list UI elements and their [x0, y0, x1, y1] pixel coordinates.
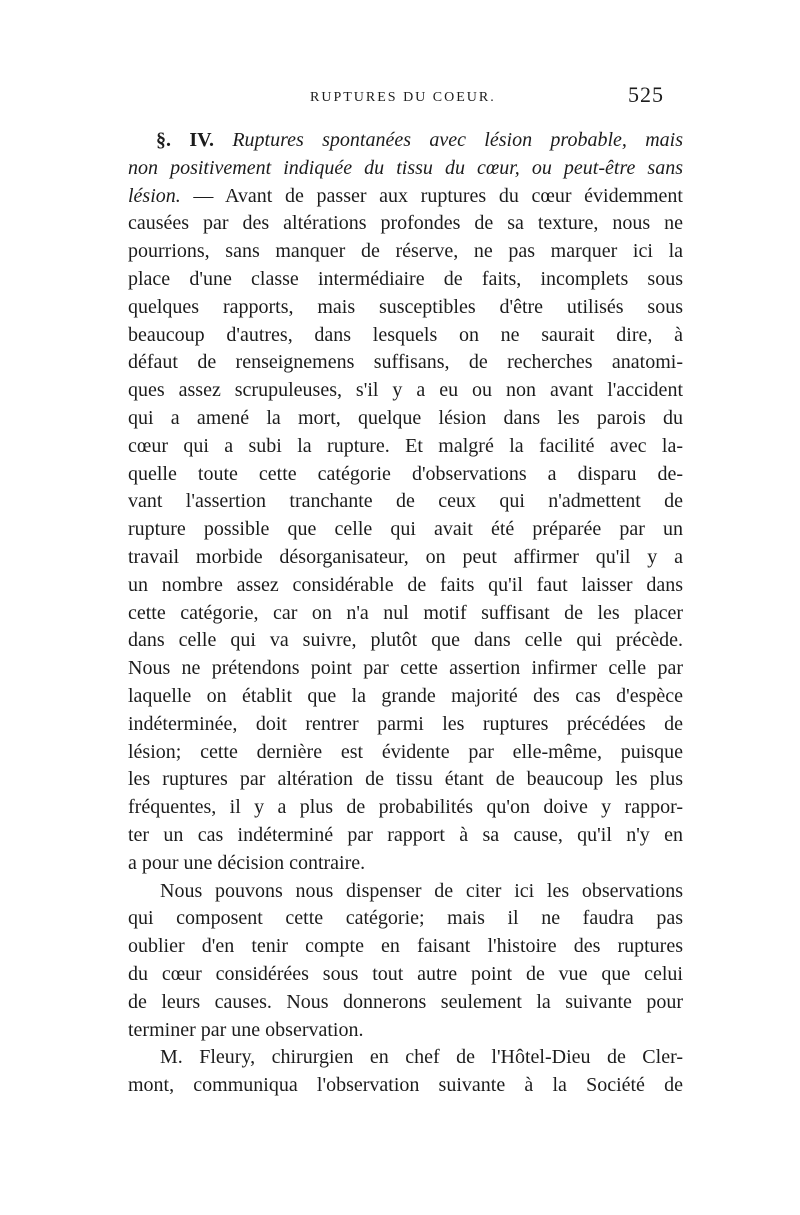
text-line: Nous pouvons nous dispenser de citer ici les observations [160, 879, 683, 902]
text-line [128, 127, 683, 155]
text-line: terminer par une observation. [128, 1018, 364, 1041]
text-line: dans celle qui va suivre, plutôt que dans celle qui précède. [128, 629, 683, 652]
text-line: travail morbide désorganisateur, on peut affirmer qu'il y a [128, 545, 683, 568]
text-line: qui a amené la mort, quelque lésion dans les parois du [128, 406, 683, 429]
text-line: rupture possible que celle qui avait été préparée par un [128, 518, 683, 541]
text-fragment: — Avant de passer aux ruptures du cœur évidemment [180, 184, 683, 207]
text-line: non positivement indiquée du tissu du cœur, ou peut-être sans [128, 156, 683, 179]
text-line: défaut de renseignemens suffisans, de recherches anatomi- [128, 351, 683, 374]
text-line: quelques rapports, mais susceptibles d'être utilisés sous [128, 295, 683, 318]
text-line: cette catégorie, car on n'a nul motif suffisant de les placer [128, 601, 683, 624]
text-line: indéterminée, doit rentrer parmi les ruptures précédées de [128, 712, 683, 735]
text-line: qui composent cette catégorie; mais il ne faudra pas [128, 907, 683, 930]
text-line: quelle toute cette catégorie d'observations a disparu de- [128, 462, 683, 485]
text-line: ter un cas indéterminé par rapport à sa cause, qu'il n'y en [128, 823, 683, 846]
page-number: 525 [628, 82, 664, 107]
section-title-end: lésion. [128, 184, 181, 207]
text-line: beaucoup d'autres, dans lesquels on ne saurait dire, à [128, 323, 683, 346]
body-text [128, 127, 683, 1100]
text-line: vant l'assertion tranchante de ceux qui n'admettent de [128, 490, 683, 513]
text-line: a pour une décision contraire. [128, 851, 366, 874]
text-line: cœur qui a subi la rupture. Et malgré la facilité avec la- [128, 434, 683, 457]
text-line: Nous ne prétendons point par cette assertion infirmer celle par [128, 657, 683, 680]
text-line: mont, communiqua l'observation suivante à la Société de [128, 1074, 683, 1097]
section-mark: §. IV. [156, 129, 233, 151]
text-line: lésion; cette dernière est évidente par elle-même, puisque [128, 740, 683, 763]
text-line: pourrions, sans manquer de réserve, ne pas marquer ici la [128, 240, 683, 263]
text-line: causées par des altérations profondes de sa texture, nous ne [128, 212, 683, 235]
text-line: place d'une classe intermédiaire de faits, incomplets sous [128, 267, 683, 290]
text-line: un nombre assez considérable de faits qu'il faut laisser dans [128, 573, 683, 596]
text-line: ques assez scrupuleuses, s'il y a eu ou non avant l'accident [128, 379, 683, 402]
section-title: Ruptures spontanées avec lésion probable, mais [232, 129, 683, 151]
text-line: oublier d'en tenir compte en faisant l'histoire des ruptures [128, 935, 683, 958]
text-line: les ruptures par altération de tissu étant de beaucoup les plus [128, 768, 683, 791]
text-line: M. Fleury, chirurgien en chef de l'Hôtel-Dieu de Cler- [160, 1046, 683, 1069]
text-line: fréquentes, il y a plus de probabilités qu'on doive y rappor- [128, 796, 683, 819]
text-line: du cœur considérées sous tout autre point de vue que celui [128, 962, 683, 985]
text-line [128, 183, 683, 211]
running-head: RUPTURES DU COEUR. [310, 90, 496, 105]
text-line: de leurs causes. Nous donnerons seulement la suivante pour [128, 990, 683, 1013]
text-line: laquelle on établit que la grande majorité des cas d'espèce [128, 684, 683, 707]
